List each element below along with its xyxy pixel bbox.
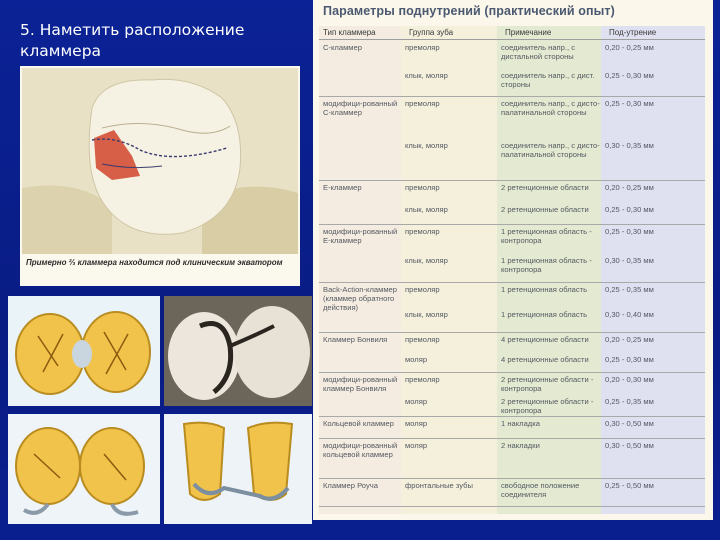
clasp-type-cell: Back-Action-кламмер (кламмер обратного действия) <box>323 285 397 312</box>
ring-clasp-photo <box>8 296 160 406</box>
note-cell: 2 ретенционные области - контропора <box>501 397 594 415</box>
undercut-cell: 0,25 - 0,30 мм <box>605 205 654 214</box>
tooth-group-cell: клык, моляр <box>405 71 448 80</box>
table-row <box>319 417 705 439</box>
undercut-cell: 0,20 - 0,25 мм <box>605 183 654 192</box>
tooth-group-cell: моляр <box>405 441 428 450</box>
clasp-type-cell: Кольцевой кламмер <box>323 419 394 428</box>
undercut-cell: 0,20 - 0,25 мм <box>605 43 654 52</box>
tooth-group-cell: клык, моляр <box>405 205 448 214</box>
clasp-type-cell: модифици-рованный кламмер Бонвиля <box>323 375 398 393</box>
note-cell: 2 накладки <box>501 441 540 450</box>
undercut-cell: 0,25 - 0,30 мм <box>605 71 654 80</box>
clasp-type-cell: Кламмер Роуча <box>323 481 378 490</box>
clasp-type-cell: модифици-рованный кольцевой кламмер <box>323 441 398 459</box>
note-cell: 2 ретенционные области <box>501 205 589 214</box>
clasp-type-cell: Кламмер Бонвиля <box>323 335 388 344</box>
tooth-group-cell: премоляр <box>405 183 440 192</box>
tooth-group-cell: премоляр <box>405 43 440 52</box>
undercut-cell: 0,25 - 0,50 мм <box>605 481 654 490</box>
tooth-photo-main <box>20 66 300 286</box>
table-row <box>319 41 705 97</box>
table-row <box>319 333 705 373</box>
note-cell: 4 ретенционные области <box>501 335 589 344</box>
note-cell: 1 ретенционная область <box>501 310 588 319</box>
undercut-cell: 0,30 - 0,40 мм <box>605 310 654 319</box>
photo-caption: Примерно ⅔ кламмера находится под клиническим экватором <box>26 258 283 267</box>
tooth-illustration <box>22 68 298 254</box>
note-cell: 1 накладка <box>501 419 540 428</box>
note-cell: 1 ретенционная область <box>501 285 588 294</box>
molar-pair-illustration <box>8 296 160 406</box>
table-row <box>319 479 705 507</box>
undercut-cell: 0,30 - 0,35 мм <box>605 256 654 265</box>
tooth-model-image <box>22 68 298 254</box>
note-cell: 2 ретенционные области - контропора <box>501 375 594 393</box>
table-row <box>319 181 705 225</box>
undercut-cell: 0,25 - 0,30 мм <box>605 355 654 364</box>
table-header <box>319 26 705 40</box>
undercut-cell: 0,30 - 0,35 мм <box>605 141 654 150</box>
clasp-type-cell: C-кламмер <box>323 43 362 52</box>
wire-clasp-illustration <box>164 296 312 406</box>
undercut-cell: 0,30 - 0,50 мм <box>605 419 654 428</box>
note-cell: соединитель напр., с дист. стороны <box>501 71 595 89</box>
tooth-group-cell: моляр <box>405 397 428 406</box>
clasp-type-cell: модифици-рованный C-кламмер <box>323 99 398 117</box>
tooth-group-cell: премоляр <box>405 99 440 108</box>
clasp-parameters-table <box>313 0 713 520</box>
back-action-clasp-photo <box>164 296 312 406</box>
note-cell: соединитель напр., с дисто-палатинальной стороны <box>501 141 600 159</box>
tooth-group-cell: фронтальные зубы <box>405 481 473 490</box>
undercut-cell: 0,25 - 0,35 мм <box>605 285 654 294</box>
table-row <box>319 97 705 181</box>
undercut-cell: 0,25 - 0,30 мм <box>605 99 654 108</box>
tooth-group-cell: моляр <box>405 355 428 364</box>
clasp-type-cell: модифици-рованный E-кламмер <box>323 227 398 245</box>
slide-title: 5. Наметить расположение кламмера <box>20 21 245 60</box>
undercut-cell: 0,25 - 0,30 мм <box>605 227 654 236</box>
table-row <box>319 225 705 283</box>
note-cell: соединитель напр., с дистальной стороны <box>501 43 576 61</box>
tooth-group-cell: клык, моляр <box>405 141 448 150</box>
header-note: Примечание <box>505 28 552 37</box>
roach-clasp-photo <box>164 414 312 524</box>
tooth-group-cell: премоляр <box>405 285 440 294</box>
note-cell: 4 ретенционные области <box>501 355 589 364</box>
bonwill-clasp-photo <box>8 414 160 524</box>
tooth-group-cell: моляр <box>405 419 428 428</box>
undercut-cell: 0,20 - 0,30 мм <box>605 375 654 384</box>
tooth-group-cell: премоляр <box>405 227 440 236</box>
header-clasp-type: Тип кламмера <box>323 28 376 37</box>
note-cell: 2 ретенционные области <box>501 183 589 192</box>
table-row <box>319 283 705 333</box>
bonwill-illustration <box>8 414 160 524</box>
undercut-cell: 0,20 - 0,25 мм <box>605 335 654 344</box>
table-row <box>319 439 705 479</box>
clasp-type-cell: E-кламмер <box>323 183 362 192</box>
note-cell: соединитель напр., с дисто-палатинальной стороны <box>501 99 600 117</box>
undercut-cell: 0,25 - 0,35 мм <box>605 397 654 406</box>
note-cell: 1 ретенционная область - контропора <box>501 256 592 274</box>
table-row <box>319 373 705 417</box>
note-cell: свободное положение соединителя <box>501 481 580 499</box>
tooth-group-cell: клык, моляр <box>405 256 448 265</box>
header-tooth-group: Группа зуба <box>409 28 454 37</box>
front-teeth-illustration <box>164 414 312 524</box>
tooth-group-cell: премоляр <box>405 375 440 384</box>
header-undercut: Под-утрение <box>609 28 657 37</box>
note-cell: 1 ретенционная область - контропора <box>501 227 592 245</box>
undercut-cell: 0,30 - 0,50 мм <box>605 441 654 450</box>
table-title: Параметры поднутрений (практический опыт) <box>323 4 615 18</box>
tooth-group-cell: премоляр <box>405 335 440 344</box>
tooth-group-cell: клык, моляр <box>405 310 448 319</box>
